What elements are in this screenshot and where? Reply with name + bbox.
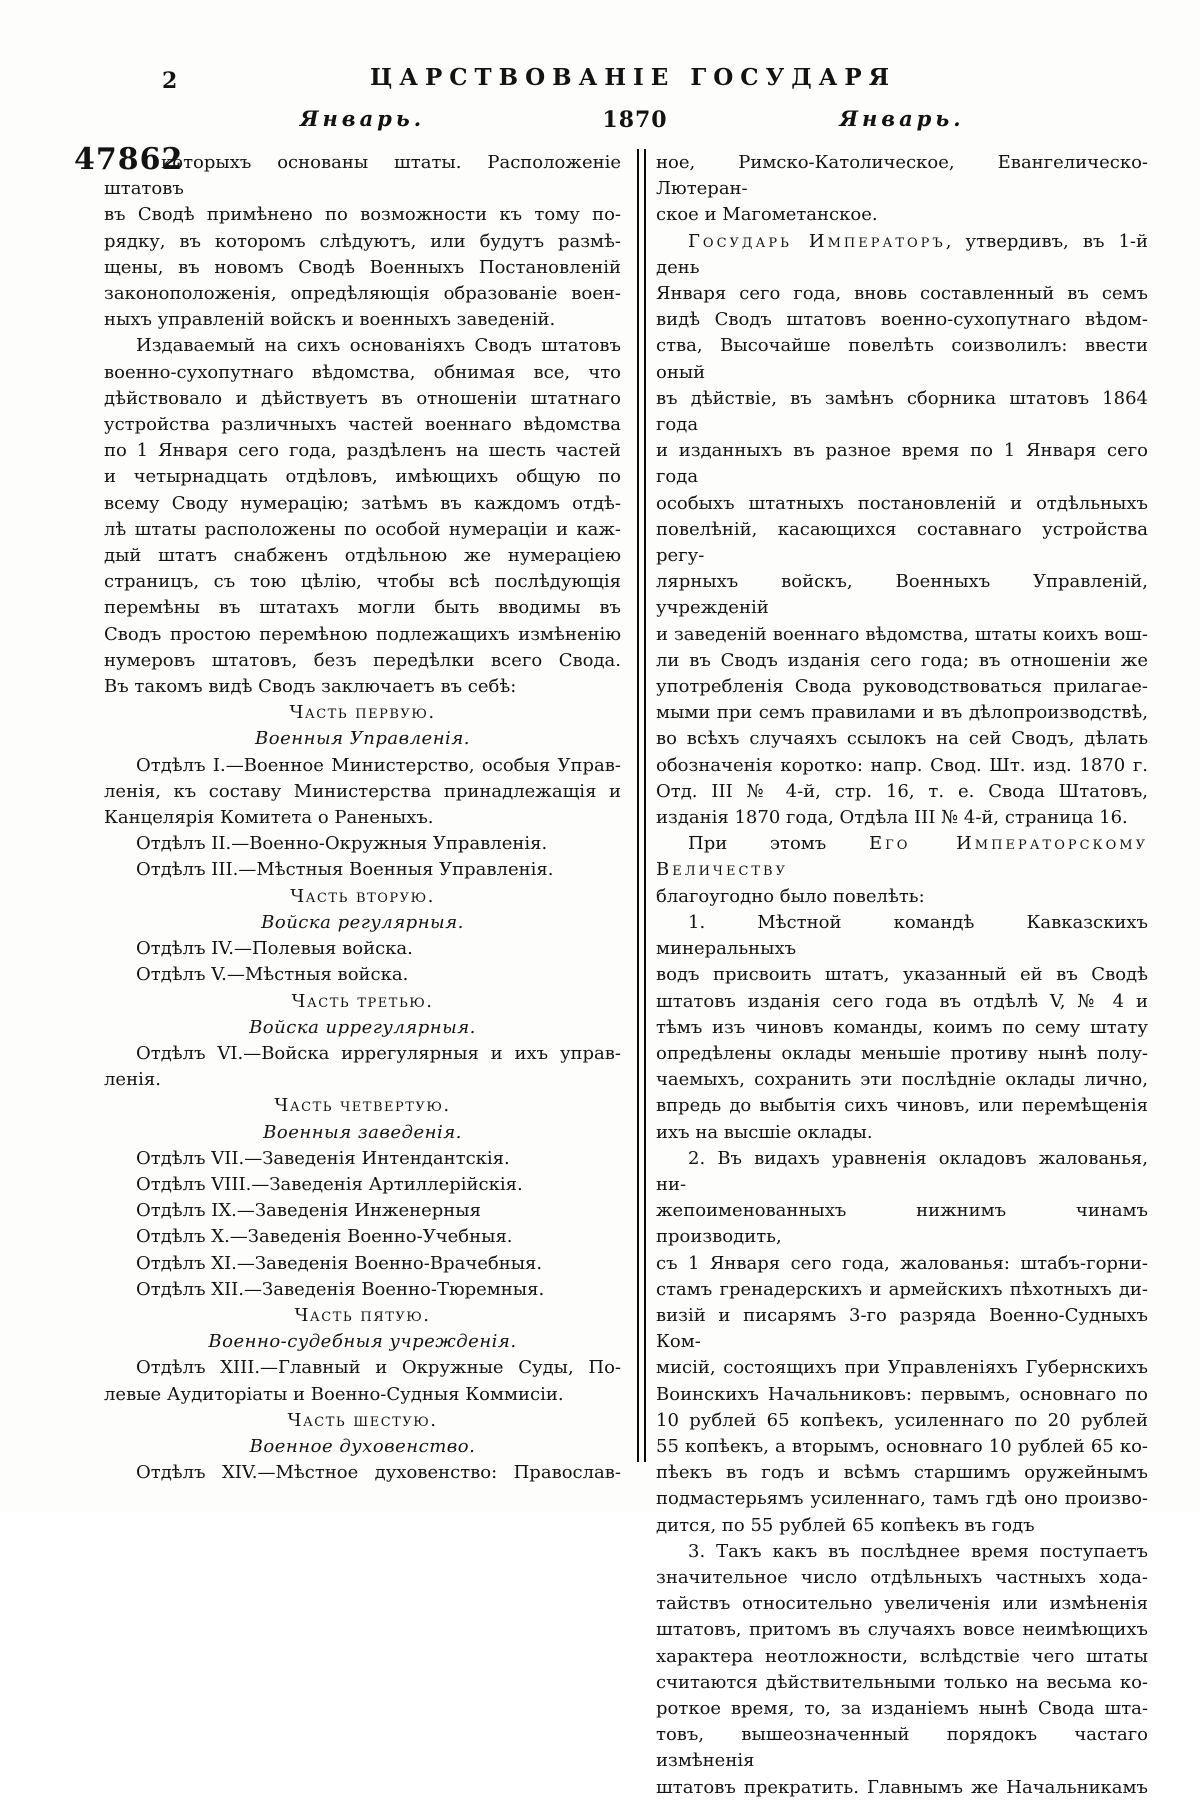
paragraph [104,936,621,962]
text-line [104,1460,621,1486]
text-segment: ства, Высочайше повелѣть соизволилъ: ввести оный [656,335,1148,383]
text-line [104,1120,621,1146]
text-line [656,1093,1148,1119]
text-segment: Войска иррегулярныя. [249,1016,476,1038]
text-line [656,1486,1148,1512]
text-segment: Отдѣлъ IX.—Заведенія Инженерныя [136,1200,481,1222]
month-label-left: Январь. [299,106,426,131]
text-line [104,386,621,412]
text-segment: щены, въ новомъ Сводѣ Военныхъ Постановленій [104,256,621,278]
text-segment: Отдѣлъ IV.—Полевыя войска. [136,938,413,960]
text-line [656,962,1148,988]
text-line [656,1591,1148,1617]
text-segment: Въ такомъ видѣ Сводъ заключаетъ въ себѣ: [104,676,517,698]
text-line [656,1434,1148,1460]
text-segment: обозначенія коротко: напр. Свод. Шт. изд. 1870 г. [656,754,1148,776]
text-segment: штатовъ изданія сего года въ отдѣлѣ V, № 4 и [656,990,1148,1012]
act-number: 47862 [74,142,184,177]
text-segment: лѣ штаты расположены по особой нумераціи и каж- [104,518,621,540]
text-segment: Часть шестую. [287,1409,438,1431]
heading-line [104,1329,621,1355]
right-column [656,150,1148,1801]
text-segment: визій и писарямъ 3-го разряда Военно-Судныхъ Ком- [656,1304,1148,1353]
column-divider [637,149,646,1462]
heading-line [104,1408,621,1434]
heading-line [104,1120,621,1146]
text-segment: въ Сводѣ примѣнено по возможности къ тому по- [104,204,621,226]
text-segment: Января сего года, вновь составленный въ семъ [656,283,1148,305]
text-line [104,360,621,386]
text-segment: Отдѣлъ VI.—Войска иррегулярныя и ихъ управ- [136,1042,621,1064]
text-line [656,831,1148,883]
text-line [104,1224,621,1250]
text-line [656,1565,1148,1591]
text-line [656,307,1148,333]
text-line [656,150,1148,202]
text-line [104,857,621,883]
text-line [104,438,621,464]
text-line [104,1146,621,1172]
text-segment: дѣйствовало и дѣйствуетъ въ отношеніи штатнаго [104,387,621,409]
text-segment: Воинскихъ Начальниковъ: первымъ, основнаго по [656,1383,1148,1405]
text-segment: и заведеній военнаго вѣдомства, штаты коихъ вош- [656,623,1148,645]
text-line [656,726,1148,752]
text-segment: въ дѣйствіе, въ замѣнъ сборника штатовъ 1864 года [656,387,1148,436]
text-segment: дый штатъ снабженъ отдѣльною же нумераціею [104,545,621,567]
text-line [656,779,1148,805]
text-line [656,1120,1148,1146]
text-line [656,648,1148,674]
text-segment: жепоименованныхъ нижнимъ чинамъ производить, [656,1200,1148,1248]
text-segment: повелѣній, касающихся составнаго устройства регу- [656,518,1148,567]
text-segment: страницъ, съ тою цѣлію, чтобы всѣ послѣдующія [104,571,621,593]
text-line [656,333,1148,385]
text-segment: Отдѣлъ XI.—Заведенія Военно-Врачебныя. [136,1252,543,1274]
text-segment: товъ, вышеозначенный порядокъ частаго измѣненія [656,1724,1148,1772]
text-segment: впредь до выбытія сихъ чиновъ, или перемѣщенія [656,1095,1148,1117]
text-line [104,229,621,255]
text-segment: благоугодно было повелѣть: [656,885,925,907]
text-segment: Отдѣлъ II.—Военно-Окружныя Управленія. [136,833,548,855]
text-line [104,1198,621,1224]
text-line [104,805,621,831]
text-segment: штатовъ, притомъ въ случаяхъ вовсе неимѣющихъ [656,1619,1148,1641]
text-segment: ленія. [104,1069,161,1091]
text-segment: штатовъ прекратить. Главнымъ же Начальникамъ [656,1776,1148,1798]
text-segment: Отдѣлъ X.—Заведенія Военно-Учебныя. [136,1226,513,1248]
text-segment: Военныя Управленія. [255,728,470,750]
text-line [104,779,621,805]
paragraph [656,1539,1148,1801]
text-segment: и четырнадцать отдѣловъ, имѣющихъ общую по [104,466,621,488]
text-line [656,884,1148,910]
text-line [656,989,1148,1015]
text-line [104,989,621,1015]
text-segment: всему Своду нумерацію; затѣмъ въ каждомъ отдѣ- [104,492,621,514]
text-line [656,1460,1148,1486]
text-segment: ленія, къ составу Министерства принадлежащія и [104,780,621,802]
text-line [656,1644,1148,1670]
text-line [104,700,621,726]
text-segment: водъ присвоить штатъ, указанный ей въ Сводѣ [656,964,1148,986]
text-line [104,202,621,228]
text-line [656,1355,1148,1381]
text-line [104,307,621,333]
text-line [104,595,621,621]
text-segment: рядку, въ которомъ слѣдуютъ, или будутъ размѣ- [104,230,621,252]
heading-line [104,700,621,726]
heading-line [104,1093,621,1119]
paragraph [656,1146,1148,1539]
heading-line [104,1434,621,1460]
paragraph [104,962,621,988]
text-segment: стамъ гренадерскихъ и армейскихъ пѣхотныхъ ди- [656,1278,1148,1300]
paragraph [104,753,621,832]
text-segment: Отдѣлъ XIII.—Главный и Окружные Суды, По- [136,1357,621,1379]
paragraph [104,1355,621,1407]
text-segment: съ 1 Января сего года, жалованья: штабъ-горни- [656,1252,1148,1274]
text-segment: 55 копѣекъ, а вторымъ, основнаго 10 рублей 65 ко- [656,1435,1148,1457]
left-column [104,150,621,1486]
text-segment: особыхъ штатныхъ постановленій и отдѣльныхъ [656,492,1148,514]
text-line [656,674,1148,700]
text-segment: Канцелярія Комитета о Раненыхъ. [104,807,434,829]
text-line [104,150,621,202]
text-line [104,1434,621,1460]
text-segment: опредѣлены оклады меньшіе противу нынѣ полу- [656,1042,1148,1064]
text-line [104,491,621,517]
text-line [656,805,1148,831]
text-line [104,910,621,936]
text-line [104,753,621,779]
text-segment: употребленія Свода руководствоваться прилагае- [656,676,1148,698]
text-segment: 10 рублей 65 копѣекъ, усиленнаго по 20 рублей [656,1409,1148,1431]
text-line [656,491,1148,517]
text-line [656,1198,1148,1250]
text-segment: Отдѣлъ III.—Мѣстныя Военныя Управленія. [136,859,554,881]
heading-line [104,726,621,752]
text-line [656,1617,1148,1643]
text-segment: Часть четвертую. [274,1095,451,1117]
text-line [656,202,1148,228]
year-label: 1870 [602,107,668,133]
text-line [656,1722,1148,1774]
paragraph [104,1198,621,1224]
text-line [656,569,1148,621]
text-line [104,648,621,674]
paragraph [104,1172,621,1198]
text-segment: 2. Въ видахъ уравненія окладовъ жалованья, ни- [656,1147,1148,1195]
text-line [104,464,621,490]
text-line [104,1251,621,1277]
text-segment: подмастерьямъ усиленнаго, тамъ гдѣ оно произво- [656,1488,1148,1510]
text-segment: мисій, состоящихъ при Управленіяхъ Губернскихъ [656,1357,1148,1379]
text-line [656,386,1148,438]
text-line [104,1015,621,1041]
text-line [656,1670,1148,1696]
paragraph [104,857,621,883]
text-segment: 1. Мѣстной командѣ Кавказскихъ минеральныхъ [656,911,1148,960]
text-segment: во всѣхъ случаяхъ ссылокъ на сей Сводъ, дѣлать [656,728,1148,750]
text-segment: устройства различныхъ частей военнаго вѣдомства [104,414,621,436]
text-segment: роткое время, то, за изданіемъ нынѣ Свода шта- [656,1697,1148,1719]
text-segment: характера неотложности, вслѣдствіе чего штаты [656,1645,1148,1667]
text-segment: 3. Такъ какъ въ послѣднее время поступаетъ [688,1540,1148,1562]
text-segment: военно-сухопутнаго вѣдомства, обнимая все, что [104,361,621,383]
text-segment: которыхъ основаны штаты. Расположеніе штатовъ [104,152,621,200]
text-segment: Военно-судебныя учрежденія. [208,1331,517,1353]
text-line [104,936,621,962]
paragraph [104,1146,621,1172]
small-caps-text: Его Императорскому Величеству [656,833,1148,881]
text-line [656,753,1148,779]
small-caps-text: Государь Императоръ [688,230,946,252]
text-line [656,1277,1148,1303]
text-segment: дится, по 55 рублей 65 копѣекъ въ годъ [656,1514,1035,1536]
text-segment: Войска регулярныя. [261,911,464,933]
text-line [104,1355,621,1381]
text-line [104,1408,621,1434]
text-line [656,700,1148,726]
heading-line [104,884,621,910]
text-line [656,1408,1148,1434]
text-line [656,1041,1148,1067]
text-line [104,333,621,359]
text-segment: значительное число отдѣльныхъ частныхъ хода- [656,1566,1148,1588]
text-line [104,1382,621,1408]
text-segment: ихъ на высшіе оклады. [656,1121,873,1143]
text-line [104,1172,621,1198]
text-segment: Сводъ простою перемѣною подлежащихъ измѣненію [104,623,621,645]
text-segment: ское и Магометанское. [656,204,878,226]
text-line [104,1041,621,1067]
text-line [656,910,1148,962]
page-number: 2 [162,68,178,94]
text-line [104,255,621,281]
text-line [656,1303,1148,1355]
heading-line [104,1015,621,1041]
text-line [104,1329,621,1355]
text-line [656,438,1148,490]
paragraph [656,831,1148,910]
text-line [104,884,621,910]
text-line [104,281,621,307]
text-segment: Отд. III № 4-й, стр. 16, т. е. Свода Штатовъ, [656,780,1148,802]
paragraph [656,229,1148,832]
text-line [104,569,621,595]
paragraph [104,1224,621,1250]
text-segment: ное, Римско-Католическое, Евангелическо-Лютеран- [656,152,1148,200]
text-segment: чаемыхъ, сохранить эти послѣдніе оклады лично, [656,1069,1148,1091]
text-segment: Часть вторую. [290,885,435,907]
paragraph [656,150,1148,229]
text-segment: Военное духовенство. [249,1435,476,1457]
text-segment: левые Аудиторіаты и Военно-Судныя Коммисіи. [104,1383,564,1405]
text-line [656,1146,1148,1198]
text-segment: ныхъ управленій войскъ и военныхъ заведеній. [104,309,556,331]
text-segment: Отдѣлъ VIII.—Заведенія Артиллерійскія. [136,1173,523,1195]
text-segment: Отдѣлъ I.—Военное Министерство, особыя Управ- [136,754,621,776]
text-segment: Издаваемый на сихъ основаніяхъ Сводъ штатовъ [136,335,621,357]
running-title: ЦАРСТВОВАНІЕ ГОСУДАРЯ [370,64,896,91]
heading-line [104,989,621,1015]
text-segment: Часть пятую. [294,1304,431,1326]
text-segment: При этомъ [688,833,869,855]
text-segment: и изданныхъ въ разное время по 1 Января сего года [656,440,1148,488]
text-segment: нумеровъ штатовъ, безъ передѣлки всего Свода. [104,649,621,671]
text-segment: считаются дѣйствительными только на весьма ко- [656,1671,1148,1693]
text-segment: по 1 Января сего года, раздѣленъ на шесть частей [104,440,621,462]
text-line [656,281,1148,307]
text-line [104,674,621,700]
text-line [104,726,621,752]
text-line [656,1513,1148,1539]
text-segment: Часть первую. [289,702,436,724]
paragraph [104,333,621,700]
text-line [656,517,1148,569]
text-line [656,1696,1148,1722]
text-segment: Военныя заведенія. [263,1121,462,1143]
text-segment: Отдѣлъ V.—Мѣстныя войска. [136,964,409,986]
text-segment: пѣекъ въ годъ и всѣмъ старшимъ оружейнымъ [656,1462,1148,1484]
text-segment: Отдѣлъ VII.—Заведенія Интендантскія. [136,1147,510,1169]
text-line [656,622,1148,648]
text-segment: мыми при семъ правилами и въ дѣлопроизводствѣ, [656,702,1148,724]
text-segment: видѣ Сводъ штатовъ военно-сухопутнаго вѣдом- [656,309,1148,331]
text-segment: законоположенія, опредѣляющія образованіе воен- [104,283,621,305]
text-line [656,1382,1148,1408]
text-line [104,831,621,857]
text-segment: изданія 1870 года, Отдѣла III № 4-й, страница 16. [656,807,1128,829]
text-segment: лярныхъ войскъ, Военныхъ Управленій, учрежденій [656,571,1148,619]
text-line [656,229,1148,281]
paragraph [104,1041,621,1093]
text-line [104,962,621,988]
text-segment: Отдѣлъ XIV.—Мѣстное духовенство: Православ- [136,1462,621,1484]
text-line [656,1539,1148,1565]
text-line [656,1775,1148,1801]
text-segment: тѣмъ изъ чиновъ команды, коимъ по сему штату [656,1016,1148,1038]
text-segment: ли въ Сводъ изданія сего года; въ отношеніи же [656,649,1148,671]
paragraph [656,910,1148,1146]
text-line [656,1067,1148,1093]
month-label-right: Январь. [839,106,965,131]
text-line [656,1015,1148,1041]
text-line [104,1067,621,1093]
paragraph [104,1277,621,1303]
heading-line [104,1303,621,1329]
text-segment: перемѣны въ штатахъ могли быть вводимы въ [104,597,621,619]
paragraph [104,150,621,333]
text-line [104,412,621,438]
heading-line [104,910,621,936]
text-line [104,1093,621,1119]
paragraph [104,1460,621,1486]
paragraph [104,1251,621,1277]
text-segment: , утвердивъ, въ 1-й день [656,230,1149,278]
text-segment: Отдѣлъ XII.—Заведенія Военно-Тюремныя. [136,1278,545,1300]
text-segment: Часть третью. [291,990,434,1012]
text-line [104,622,621,648]
text-line [104,517,621,543]
text-line [104,1277,621,1303]
text-segment: тайствъ относительно увеличенія или измѣненія [656,1593,1148,1615]
paragraph [104,831,621,857]
text-line [104,543,621,569]
text-line [104,1303,621,1329]
text-line [656,1251,1148,1277]
